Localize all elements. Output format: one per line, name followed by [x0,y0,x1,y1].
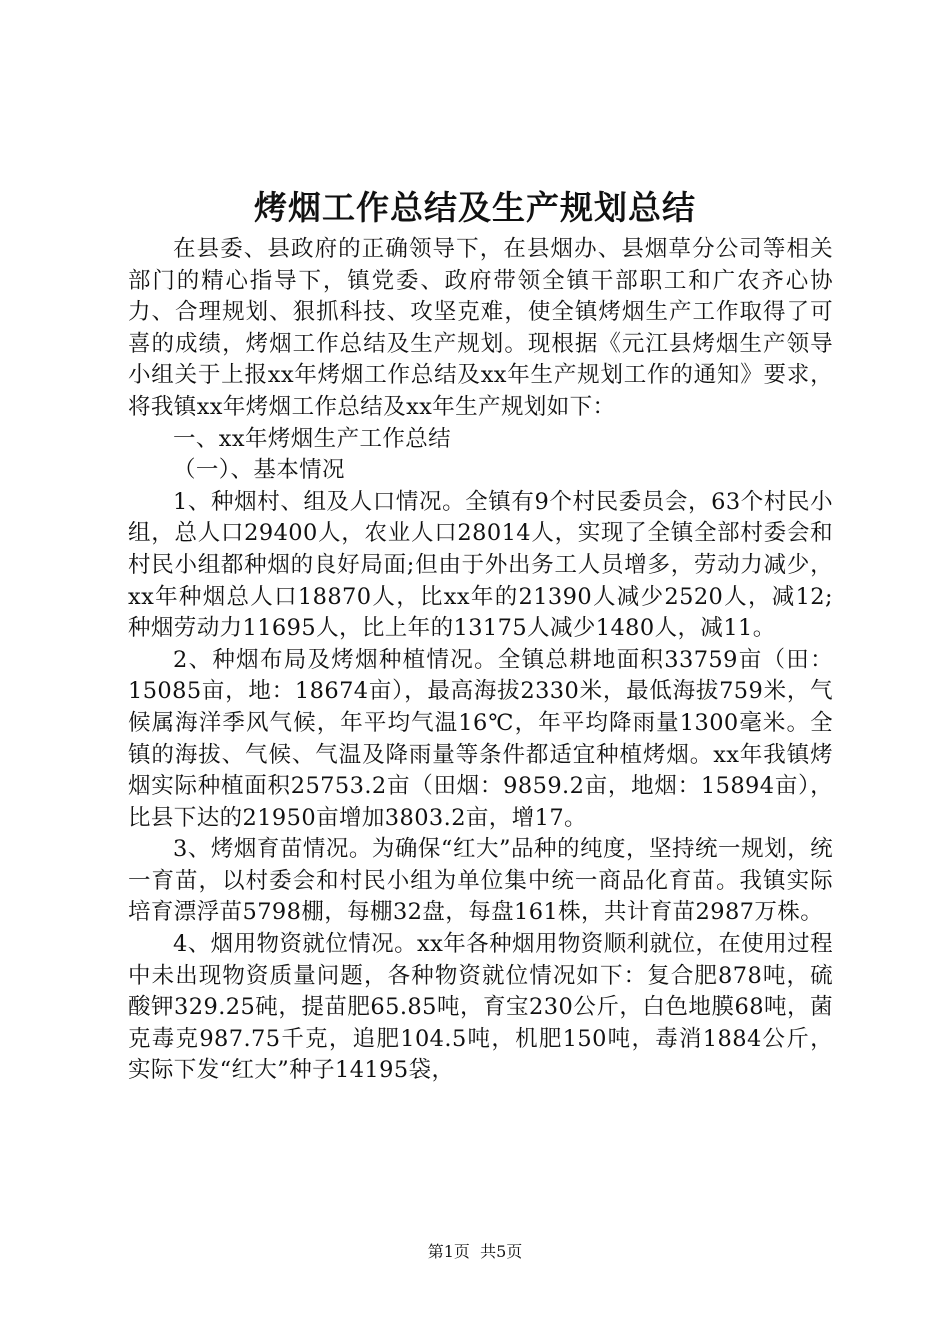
page-number: 第1页 共5页 [427,1242,523,1261]
intro-paragraph: 在县委、县政府的正确领导下，在县烟办、县烟草分公司等相关部门的精心指导下，镇党委、政府带领全镇干部职工和广农齐心协力、合理规划、狠抓科技、攻坚克难，使全镇烤烟生产工作取得了可喜的成绩，烤烟工作总结及生产规划。现根据《元江县烤烟生产领导小组关于上报xx年烤烟工作总结及xx年生产规划工作的通知》要求，将我镇xx年烤烟工作总结及xx年生产规划如下： [128,236,833,420]
paragraph-population: 1、种烟村、组及人口情况。全镇有9个村民委员会，63个村民小组，总人口29400人，农业人口28014人，实现了全镇全部村委会和村民小组都种烟的良好局面;但由于外出务工人员增多，劳动力减少，xx年种烟总人口18870人，比xx年的21390人减少2520人，减12;种烟劳动力11695人，比上年的13175人减少1480人，减11。 [128,488,833,642]
paragraph-materials: 4、烟用物资就位情况。xx年各种烟用物资顺利就位，在使用过程中未出现物资质量问题，各种物资就位情况如下：复合肥878吨，硫酸钾329.25砘，提苗肥65.85吨，育宝230公斤，白色地膜68吨，菌克毒克987.75千克，追肥104.5吨，机肥150吨，毒消1884公斤，实际下发“红大”种子14195袋， [128,931,833,1084]
paragraph-planting: 2、种烟布局及烤烟种植情况。全镇总耕地面积33759亩（田：15085亩，地：18674亩），最高海拔2330米，最低海拔759米，气候属海洋季风气候，年平均气温16℃，年平均降雨量1300毫米。全镇的海拔、气候、气温及降雨量等条件都适宜种植烤烟。xx年我镇烤烟实际种植面积25753.2亩（田烟：9859.2亩，地烟：15894亩），比县下达的21950亩增加3803.2亩，增17。 [128,646,833,831]
section-heading: 一、xx年烤烟生产工作总结 [173,425,452,452]
paragraph-seedlings: 3、烤烟育苗情况。为确保“红大”品种的纯度，坚持统一规划，统一育苗，以村委会和村民小组为单位集中统一商品化育苗。我镇实际培育漂浮苗5798棚，每棚32盘，每盘161株，共计育苗2987万株。 [128,836,833,926]
subsection-heading: （一）、基本情况 [173,457,345,484]
document-body [128,234,833,1087]
page-footer [0,1240,950,1264]
document-title: 烤烟工作总结及生产规划总结 [254,188,696,227]
